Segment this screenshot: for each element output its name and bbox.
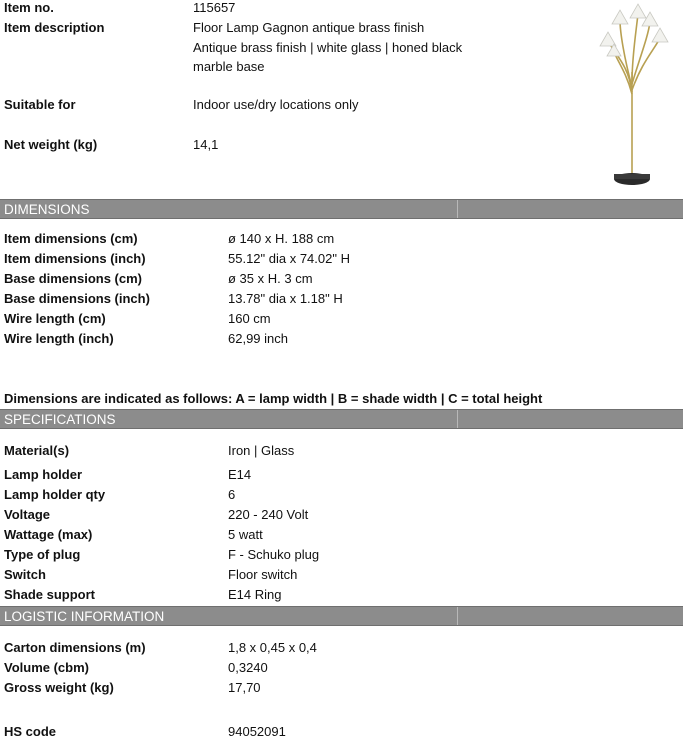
- net-weight-label: Net weight (kg): [4, 137, 98, 152]
- dimension-label: Wire length (inch): [4, 331, 114, 346]
- dimension-value: 160 cm: [228, 311, 271, 326]
- specifications-header: [0, 409, 683, 429]
- spec-value: E14 Ring: [228, 587, 282, 602]
- dimensions-header: [0, 199, 683, 219]
- spec-label: Wattage (max): [4, 527, 93, 542]
- spec-label: Voltage: [4, 507, 50, 522]
- item-description-line-3: marble base: [193, 59, 265, 74]
- logistic-label: Volume (cbm): [4, 660, 89, 675]
- item-description-line-1: Floor Lamp Gagnon antique brass finish: [193, 20, 425, 35]
- item-no-label: Item no.: [4, 0, 54, 15]
- spec-value: Floor switch: [228, 567, 298, 582]
- dimension-value: ø 35 x H. 3 cm: [228, 271, 313, 286]
- spec-value: E14: [228, 467, 252, 482]
- dimension-label: Wire length (cm): [4, 311, 106, 326]
- dimension-value: 13.78" dia x 1.18" H: [228, 291, 343, 306]
- logistic-value: 1,8 x 0,45 x 0,4: [228, 640, 317, 655]
- logistic-label: Carton dimensions (m): [4, 640, 146, 655]
- logistic-value: 0,3240: [228, 660, 268, 675]
- dimension-label: Base dimensions (cm): [4, 271, 142, 286]
- spec-label: Shade support: [4, 587, 96, 602]
- hs-code-value: 94052091: [228, 724, 286, 739]
- header-divider: [457, 200, 458, 218]
- logistic-label: Gross weight (kg): [4, 680, 114, 695]
- spec-value: F - Schuko plug: [228, 547, 320, 562]
- dimension-value: ø 140 x H. 188 cm: [228, 231, 335, 246]
- spec-value: Iron | Glass: [228, 443, 295, 458]
- floor-lamp-image: [590, 2, 670, 188]
- dimension-label: Base dimensions (inch): [4, 291, 150, 306]
- dimensions-title: DIMENSIONS: [4, 202, 90, 217]
- item-description-label: Item description: [4, 20, 105, 35]
- specifications-title: SPECIFICATIONS: [4, 412, 116, 427]
- header-divider: [457, 410, 458, 428]
- dimension-label: Item dimensions (cm): [4, 231, 138, 246]
- suitable-for-label: Suitable for: [4, 97, 76, 112]
- spec-value: 6: [228, 487, 236, 502]
- dimensions-note: Dimensions are indicated as follows: A = lamp width | B = shade width | C = total height: [4, 391, 543, 406]
- header-divider: [457, 607, 458, 625]
- spec-label: Type of plug: [4, 547, 81, 562]
- dimension-value: 55.12" dia x 74.02" H: [228, 251, 350, 266]
- logistic-value: 17,70: [228, 680, 261, 695]
- item-no-value: 115657: [193, 0, 236, 15]
- spec-value: 5 watt: [228, 527, 263, 542]
- spec-value: 220 - 240 Volt: [228, 507, 309, 522]
- dimension-value: 62,99 inch: [228, 331, 288, 346]
- suitable-for-value: Indoor use/dry locations only: [193, 97, 359, 112]
- logistic-title: LOGISTIC INFORMATION: [4, 609, 165, 624]
- spec-label: Material(s): [4, 443, 70, 458]
- dimension-label: Item dimensions (inch): [4, 251, 146, 266]
- item-description-line-2: Antique brass finish | white glass | honed black: [193, 40, 463, 55]
- spec-label: Lamp holder qty: [4, 487, 106, 502]
- logistic-header: [0, 606, 683, 626]
- hs-code-label: HS code: [4, 724, 57, 739]
- spec-label: Switch: [4, 567, 46, 582]
- spec-label: Lamp holder: [4, 467, 83, 482]
- net-weight-value: 14,1: [193, 137, 219, 152]
